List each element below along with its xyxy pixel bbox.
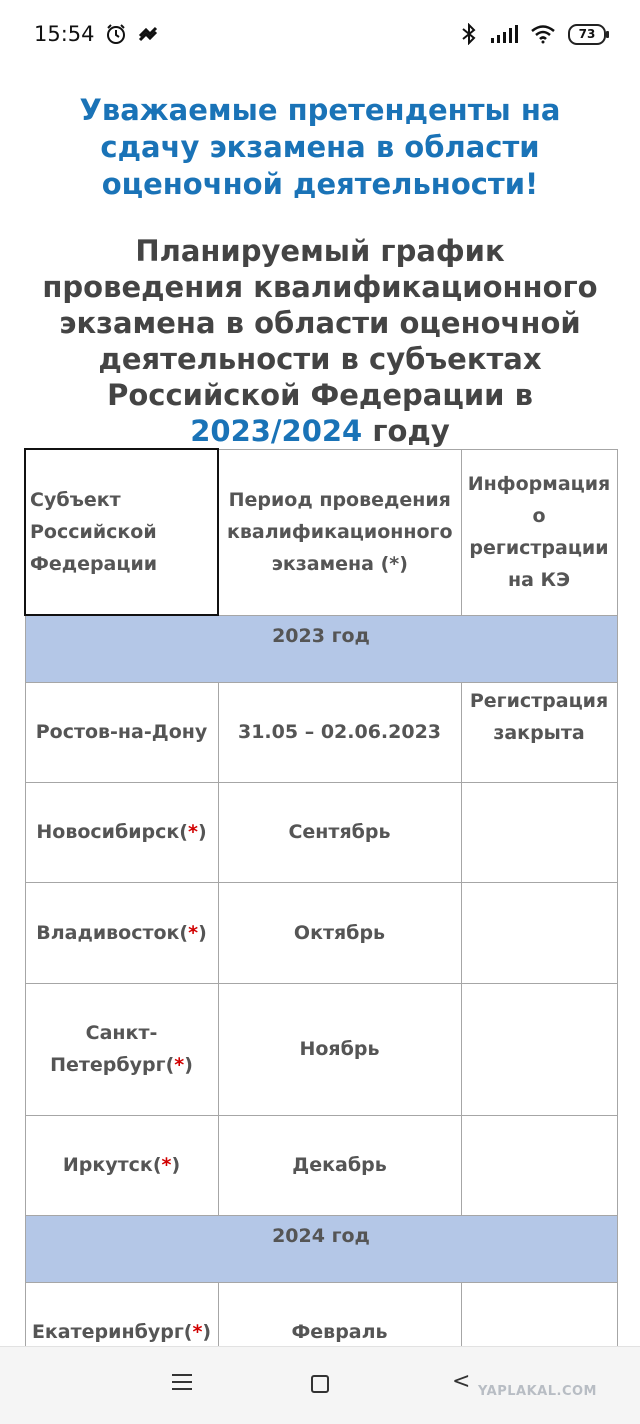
- sync-icon: [137, 23, 159, 45]
- city-cell: [25, 782, 218, 882]
- year-label-2023: 2023 год: [25, 615, 617, 682]
- home-button[interactable]: [311, 1375, 329, 1393]
- year-row-2024: [25, 1215, 617, 1282]
- table-row: [25, 782, 617, 882]
- alarm-icon: [105, 23, 127, 45]
- table-row: [25, 882, 617, 983]
- registration-info-cell: [461, 782, 617, 882]
- system-nav-bar: [0, 1346, 640, 1424]
- clock: 15:54: [34, 22, 95, 46]
- city-cell: [25, 882, 218, 983]
- back-button[interactable]: <: [452, 1369, 471, 1394]
- asterisk: *: [161, 1154, 172, 1176]
- city-cell: [25, 682, 218, 782]
- asterisk: *: [188, 821, 198, 843]
- city-close: ): [198, 921, 207, 944]
- period-cell: 31.05 – 02.06.2023: [218, 682, 461, 782]
- watermark: YAPLAKAL.COM: [478, 1384, 597, 1399]
- schedule-title-suffix: году: [372, 414, 450, 448]
- year-label-2024: 2024 год: [25, 1215, 617, 1282]
- battery-icon: [568, 24, 606, 45]
- city-close: ): [202, 1321, 212, 1343]
- schedule-title: [40, 233, 600, 449]
- bluetooth-icon: [460, 23, 478, 45]
- schedule-title-text: Планируемый график проведения квалификационного экзамена в области оценочной деятельности в субъектах Российской Федерации в: [42, 234, 598, 412]
- city-name: Владивосток(: [36, 921, 189, 944]
- recent-apps-button[interactable]: [172, 1374, 192, 1392]
- header-period: Период проведения квалификационного экзамена (*): [218, 449, 461, 615]
- period-cell: Февраль: [218, 1282, 461, 1382]
- header-registration-info: Информация о регистрации на КЭ: [461, 449, 617, 615]
- greeting-heading: Уважаемые претенденты на сдачу экзамена в области оценочной деятельности!: [79, 93, 561, 201]
- signal-icon: [490, 24, 518, 44]
- city-name: Ростов-на-Дону: [35, 721, 208, 743]
- period-cell: Ноябрь: [218, 983, 461, 1115]
- city-cell: [25, 983, 218, 1115]
- status-left: [34, 22, 159, 46]
- status-bar: [0, 0, 640, 68]
- registration-info-cell: [461, 882, 617, 983]
- schedule-table: [24, 448, 618, 1383]
- header-region: Субъект Российской Федерации: [25, 449, 218, 615]
- year-row-2023: [25, 615, 617, 682]
- registration-info-cell: [461, 1115, 617, 1215]
- asterisk: *: [188, 921, 199, 944]
- asterisk: *: [174, 1054, 185, 1076]
- period-cell: Сентябрь: [218, 782, 461, 882]
- registration-status: Регистрация закрыта: [461, 682, 617, 782]
- city-cell: [25, 1115, 218, 1215]
- city-name: Иркутск(: [62, 1154, 162, 1176]
- table-row: [25, 682, 617, 782]
- status-right: [460, 23, 606, 45]
- city-close: ): [171, 1154, 181, 1176]
- table-row: [25, 1115, 617, 1215]
- period-cell: Октябрь: [218, 882, 461, 983]
- asterisk: *: [192, 1321, 203, 1343]
- table-header-row: [25, 449, 617, 615]
- wifi-icon: [530, 24, 556, 44]
- city-name: Екатеринбург(: [31, 1321, 193, 1343]
- period-cell: Декабрь: [218, 1115, 461, 1215]
- city-name: Новосибирск(: [36, 821, 188, 843]
- city-close: ): [184, 1054, 193, 1076]
- schedule-title-year: 2023/2024: [190, 414, 363, 448]
- table-row: [25, 983, 617, 1115]
- city-name: Санкт-Петербург(: [50, 1022, 175, 1076]
- registration-info-cell: [461, 983, 617, 1115]
- battery-level: 73: [578, 26, 596, 41]
- city-close: ): [197, 821, 207, 843]
